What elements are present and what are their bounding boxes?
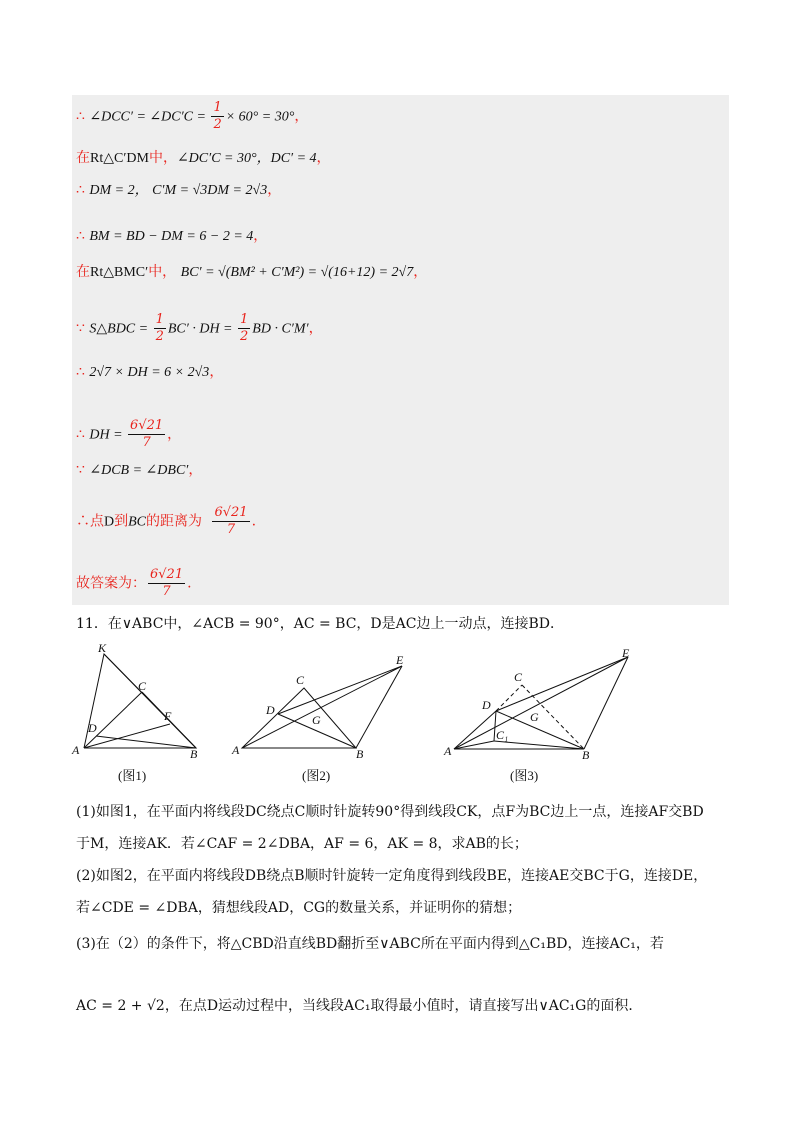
point-label-A: A — [72, 743, 80, 757]
part-1-line-2: 于M，连接AK．若∠CAF = 2∠DBA，AF = 6，AK = 8，求AB的长； — [76, 836, 528, 852]
text: 到 — [114, 513, 129, 530]
point-label-A: A — [232, 743, 240, 757]
solution-line-8 — [76, 418, 181, 451]
solution-line-3 — [76, 180, 281, 201]
solution-line-9 — [76, 460, 202, 481]
point-label-B: B — [190, 747, 198, 761]
part-3-line-1: (3)在（2）的条件下，将△CBD沿直线BD翻折至∨ABC所在平面内得到△C₁BD，连接AC₁，若 — [76, 936, 664, 952]
part-3-line-2: AC = 2 + √2，在点D运动过程中，当线段AC₁取得最小值时，请直接写出∨AC₁G的面积． — [76, 998, 643, 1014]
therefore-symbol: ∴ — [76, 426, 85, 443]
therefore-symbol: ∴ — [76, 182, 85, 198]
solution-line-4 — [76, 226, 267, 247]
point-label-C1: C₁ — [496, 728, 509, 742]
equation: 2√7 × DH = 6 × 2√3 — [89, 365, 210, 380]
figure-2-caption: (图2) — [302, 768, 331, 783]
point-label-E: E — [396, 653, 404, 667]
solution-line-10 — [76, 505, 256, 538]
text: 的距离为 — [146, 513, 203, 530]
point-label-D: D — [88, 721, 97, 735]
figure-1-caption: (图1) — [118, 768, 147, 783]
punct: ， — [253, 228, 268, 244]
punct: ， — [316, 150, 331, 166]
equation: BM = BD − DM = 6 − 2 = 4 — [89, 229, 254, 244]
punct: . — [187, 575, 192, 592]
text: 中， — [148, 264, 177, 280]
equation: BC′ · DH = — [167, 321, 236, 337]
part-1-line-1: (1)如图1，在平面内将线段DC绕点C顺时针旋转90°得到线段CK，点F为BC边上一点，连接AF交BD — [76, 804, 704, 820]
punct: ， — [167, 426, 182, 443]
text: 中， — [148, 150, 177, 166]
fraction: $\frac{1}{2}$ — [155, 312, 164, 344]
triangle-name: Rt△C′DM — [90, 151, 149, 166]
point-label-C: C — [296, 673, 305, 687]
point-label-D: D — [482, 698, 491, 712]
point-label-B: B — [356, 747, 364, 761]
question-stem: 11．在∨ABC中，∠ACB = 90°，AC = BC，D是AC边上一动点，连接BD． — [76, 616, 564, 632]
therefore-symbol: ∴ — [76, 108, 85, 125]
figure-3-caption: (图3) — [510, 768, 539, 783]
point-label-A: A — [444, 744, 452, 758]
figure-1 — [70, 642, 210, 762]
therefore-symbol: ∴ — [76, 364, 85, 380]
equation: DM = 2， C′M = √3DM = 2√3 — [89, 183, 268, 198]
point-label-G: G — [530, 710, 539, 724]
figure-2 — [228, 652, 408, 762]
fraction: $\frac{1}{2}$ — [240, 312, 249, 344]
answer-label: 故答案为： — [76, 575, 146, 592]
solution-line-5 — [76, 262, 427, 283]
punct: ， — [267, 182, 282, 198]
point-label-E: E — [622, 646, 630, 660]
figure-3 — [440, 645, 640, 760]
equation: ∠DC′C = 30°，DC′ = 4 — [176, 151, 317, 166]
punct: ， — [188, 462, 203, 478]
equation: DH = — [89, 427, 127, 443]
text: 在 — [76, 264, 90, 280]
punct: . — [251, 513, 257, 530]
point-label-D: D — [266, 703, 275, 717]
punct: ， — [294, 108, 309, 125]
point-label-F: F — [164, 709, 172, 723]
part-2-line-1: (2)如图2，在平面内将线段DB绕点B顺时针旋转一定角度得到线段BE，连接AE交BC于G，连接DE， — [76, 868, 708, 884]
solution-line-7 — [76, 362, 223, 383]
answer-fraction: $\frac{6√21}{7}$ — [150, 567, 184, 599]
point-label-B: B — [582, 748, 590, 760]
text: ∴点 — [76, 513, 104, 530]
therefore-symbol: ∴ — [76, 228, 85, 244]
equation: ∠DCB = ∠DBC′ — [89, 463, 189, 478]
point-label: D — [104, 514, 115, 530]
triangle-name: Rt△BMC′ — [90, 265, 149, 280]
part-2-line-2: 若∠CDE = ∠DBA，猜想线段AD，CG的数量关系，并证明你的猜想； — [76, 900, 522, 916]
punct: ， — [209, 364, 224, 380]
because-symbol: ∵ — [76, 462, 85, 478]
fraction: $\frac{6√21}{7}$ — [214, 505, 248, 537]
answer-line — [76, 567, 192, 600]
point-label-G: G — [312, 713, 321, 727]
text: 在 — [76, 150, 90, 166]
point-label-C: C — [138, 679, 147, 693]
fraction: $\frac{6√21}{7}$ — [130, 418, 164, 450]
equation: BC′ = √(BM² + C′M²) = √(16+12) = 2√7 — [180, 265, 414, 280]
equation: ∠DCC′ = ∠DC′C = — [89, 109, 210, 125]
punct: ， — [413, 264, 428, 280]
point-label-C: C — [514, 670, 523, 684]
segment-label: BC — [128, 514, 147, 530]
solution-line-2 — [76, 148, 331, 169]
solution-line-6 — [76, 312, 323, 345]
point-label-K: K — [98, 642, 107, 655]
punct: ， — [308, 320, 323, 337]
solution-line-1 — [76, 100, 308, 133]
equation: BD · C′M′ — [252, 321, 309, 337]
fraction: $\frac{1}{2}$ — [213, 100, 222, 132]
equation: S△BDC = — [89, 321, 152, 337]
because-symbol: ∵ — [76, 320, 85, 337]
equation: × 60° = 30° — [225, 109, 295, 125]
